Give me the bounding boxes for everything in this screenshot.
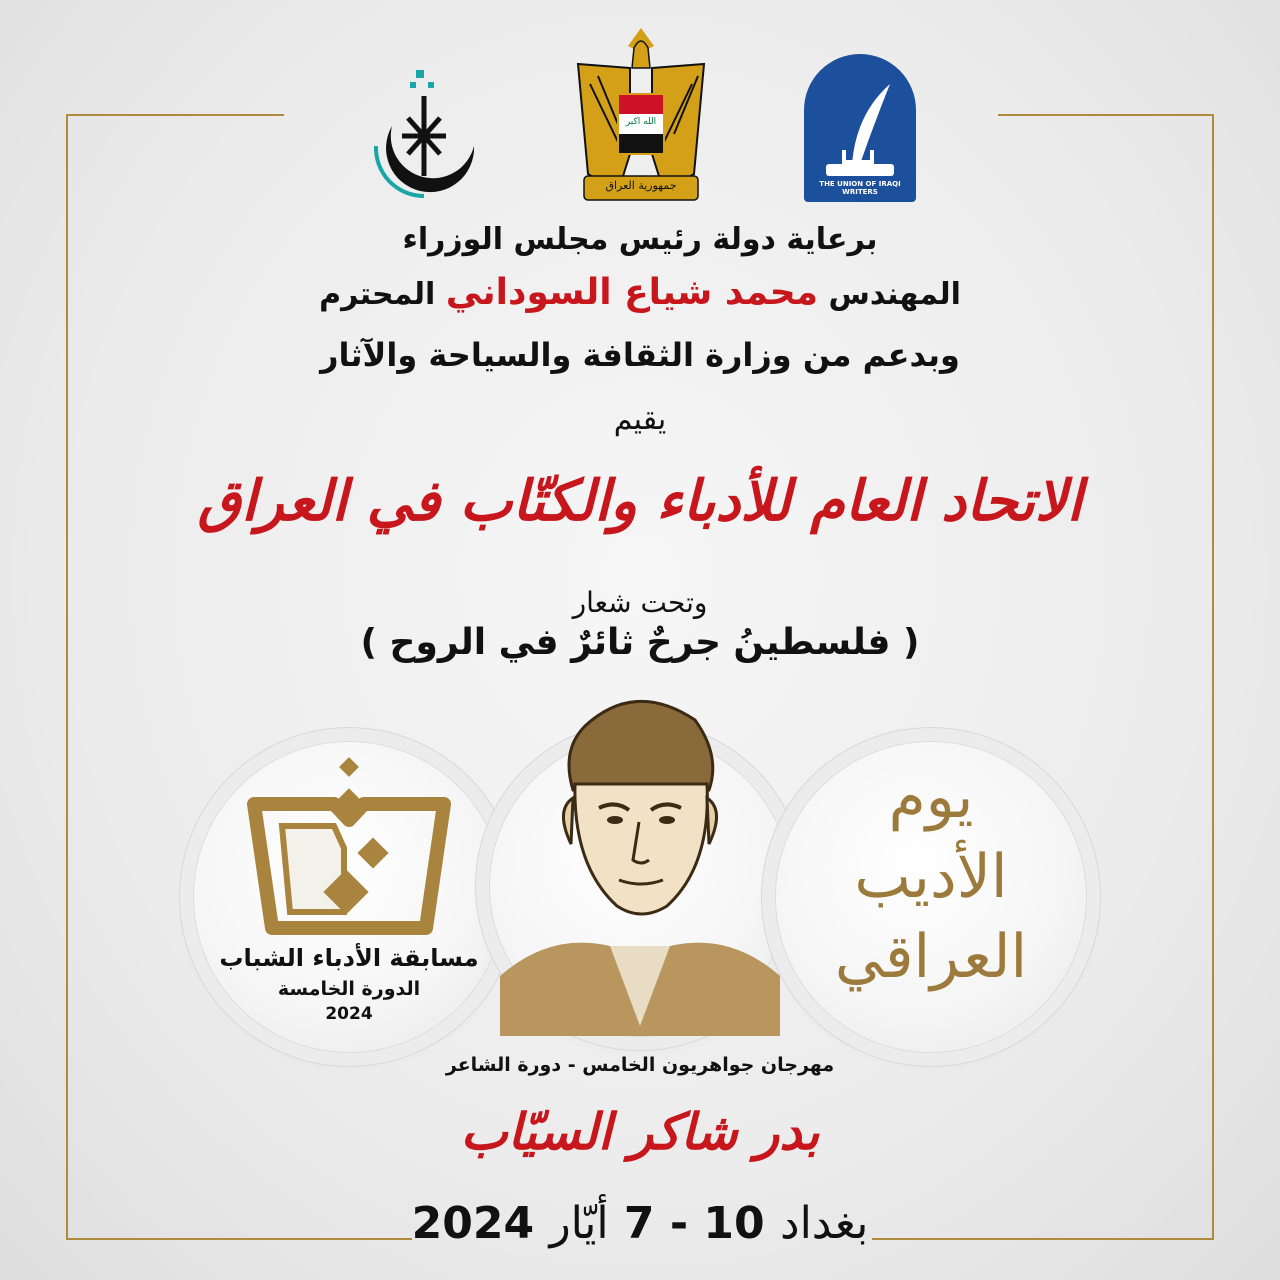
- poet-name: بدر شاكر السيّاب: [460, 1102, 820, 1161]
- emblem-text: جمهورية العراق: [605, 179, 677, 192]
- union-logo-text: THE UNION OF IRAQI WRITERS: [819, 180, 901, 196]
- patronage-line: برعاية دولة رئيس مجلس الوزراء: [402, 222, 878, 257]
- engineer-title: المهندس: [828, 277, 961, 312]
- book-logo-icon: [194, 752, 504, 952]
- competition-circle: [194, 742, 504, 1052]
- union-logo: [804, 54, 916, 202]
- day-logo-circle: [776, 742, 1086, 1052]
- competition-year: 2024: [325, 1004, 373, 1024]
- organizer-title: الاتحاد العام للأدباء والكتّاب في العراق: [197, 468, 1083, 534]
- event-month: أيّار: [549, 1198, 609, 1249]
- day-logo-line2: الأديب: [854, 842, 1008, 912]
- competition-edition: الدورة الخامسة: [277, 978, 421, 1000]
- literary-logo: [362, 56, 486, 200]
- engineer-line: [0, 272, 1280, 313]
- crescent-star-icon: [362, 56, 486, 200]
- event-city: بغداد: [779, 1198, 869, 1249]
- emblem-banner: الله اكبر: [625, 117, 657, 127]
- support-line: وبدعم من وزارة الثقافة والسياحة والآثار: [320, 336, 960, 374]
- slogan-text: ( فلسطينُ جرحٌ ثائرٌ في الروح ): [360, 622, 920, 663]
- event-days: 7 - 10: [623, 1198, 765, 1249]
- iraq-emblem: [574, 24, 708, 202]
- event-year: 2024: [411, 1198, 535, 1249]
- pm-name: محمد شياع السوداني: [445, 272, 818, 313]
- slogan-intro: وتحت شعار: [572, 586, 708, 619]
- portrait-face-icon: [525, 686, 755, 946]
- day-logo-line1: يوم: [888, 762, 974, 832]
- holds-line: يقيم: [613, 402, 667, 437]
- day-logo-line3: العراقي: [834, 922, 1028, 992]
- frame-top-left: [66, 114, 284, 116]
- event-date: [0, 1198, 1280, 1249]
- eagle-emblem-icon: [574, 24, 708, 202]
- respected-title: المحترم: [319, 277, 436, 312]
- poet-portrait: [490, 736, 790, 1036]
- competition-title: مسابقة الأدباء الشباب: [219, 944, 479, 972]
- festival-line: مهرجان جواهريون الخامس - دورة الشاعر: [445, 1054, 835, 1076]
- frame-top-right: [998, 114, 1214, 116]
